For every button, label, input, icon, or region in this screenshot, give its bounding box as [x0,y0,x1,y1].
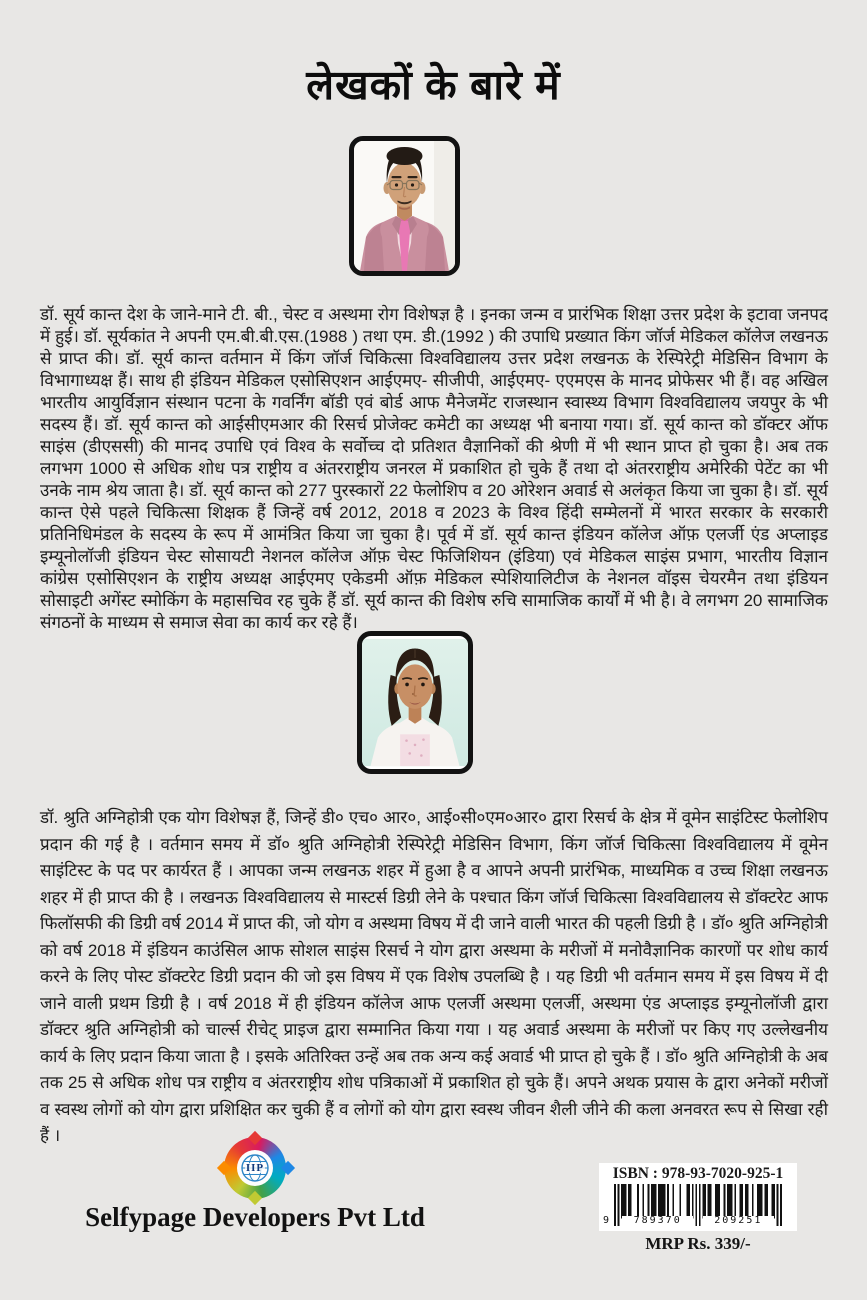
barcode-digit-group-2: 209251 [703,1216,774,1226]
author-bio-1: डॉ. सूर्य कान्त देश के जाने-माने टी. बी., चेस्ट व अस्थमा रोग विशेषज्ञ है । इनका जन्म व प्रारंभिक शिक्षा उत्तर प्रदेश के इटावा जनपद में हुई। डॉ. सूर्यकांत ने अपनी एम.बी.बी.एस.(1988 ) तथा एम. डी.(1992 ) की उपाधि प्रख्यात किंग जॉर्ज मेडिकल कॉलेज लखनऊ से प्राप्त की। डॉ. सूर्य कान्त वर्तमान में किंग जॉर्ज चिकित्सा विश्वविद्यालय उत्तर प्रदेश लखनऊ के रेस्पिरेट्री मेडिसिन विभाग के विभागाध्यक्ष हैं। साथ ही इंडियन मेडिकल एसोसिएशन आईएमए- सीजीपी, आईएमए- एएमएस के मानद प्रोफेसर भी हैं। वह अखिल भारतीय आयुर्विज्ञान संस्थान पटना के गवर्निंग बॉडी एवं बोर्ड आफ मैनेजमेंट राजस्थान स्वास्थ्य विभाग विश्वविद्यालय जयपुर के भी सदस्य हैं। डॉ. सूर्य कान्त को आईसीएमआर की रिसर्च प्रोजेक्ट कमेटी का अध्यक्ष भी बनाया गया। डॉ. सूर्य कान्त को डॉक्टर ऑफ साइंस (डीएससी) की मानद उपाधि एवं विश्व के सर्वोच्च दो प्रतिशत वैज्ञानिकों की श्रेणी में भी स्थान प्राप्त हो चुका है। अब तक लगभग 1000 से अधिक शोध पत्र राष्ट्रीय व अंतरराष्ट्रीय जनरल में प्रकाशित हो चुके हैं तथा दो अंतरराष्ट्रीय अमेरिकी पेटेंट का भी उनके नाम श्रेय जाता है। डॉ. सूर्य कान्त को 277 पुरस्कारों 22 फेलोशिप व 20 ओरेशन अवार्ड से अलंकृत किया जा चुका है। डॉ. सूर्य कान्त ऐसे पहले चिकित्सा शिक्षक हैं जिन्हें वर्ष 2012, 2018 व 2023 के विश्व हिंदी सम्मेलनों में भारत सरकार के सरकारी प्रतिनिधिमंडल के सदस्य के रूप में आमंत्रित किया जा चुका है। पूर्व में डॉ. सूर्य कान्त इंडियन कॉलेज ऑफ़ एलर्जी एंड अप्लाइड इम्यूनोलॉजी इंडियन चेस्ट सोसायटी नेशनल कॉलेज ऑफ़ चेस्ट फिजिशियन (इंडिया) एवं मेडिकल साइंस प्रभाग, भारतीय विज्ञान कांग्रेस एसोसिएशन के राष्ट्रीय अध्यक्ष आईएमए एकेडमी ऑफ़ मेडिकल स्पेशियालिटीज के नेशनल वॉइस चेयरमैन तथा इंडियन सोसाइटी अगेंस्ट स्मोकिंग के महासचिव रह चुके हैं डॉ. सूर्य कान्त की विशेष रुचि सामाजिक कार्यों में भी है। वे लगभग 20 सामाजिक संगठनों के माध्यम से समाज सेवा का कार्य कर रहे हैं। [40,305,828,632]
female-author-portrait-icon [362,636,468,769]
isbn-block [599,1163,797,1231]
barcode-digit-group-1: 789370 [622,1216,693,1226]
publisher-name: Selfypage Developers Pvt Ltd [85,1202,425,1232]
logo-monogram: IIP [245,1162,265,1174]
mrp-text: MRP Rs. 339/- [645,1234,751,1253]
isbn-barcode [603,1184,782,1226]
barcode-digit-left: 9 [603,1215,610,1226]
author-bio-2: डॉ. श्रुति अग्निहोत्री एक योग विशेषज्ञ हैं, जिन्हें डी० एच० आर०, आई०सी०एम०आर० द्वारा रिसर्च के क्षेत्र में वूमेन साइंटिस्ट फेलोशिप प्रदान की गई है । वर्तमान समय में डॉ० श्रुति अग्निहोत्री रेस्पिरेट्री मेडिसिन विभाग, किंग जॉर्ज चिकित्सा विश्वविद्यालय में वूमेन साइंटिस्ट के पद पर कार्यरत हैं । आपका जन्म लखनऊ शहर में हुआ है व आपने अपनी प्रारंभिक, माध्यमिक व उच्च शिक्षा लखनऊ शहर में ही प्राप्त की है । लखनऊ विश्वविद्यालय से मास्टर्स डिग्री लेने के पश्चात किंग जॉर्ज चिकित्सा विश्वविद्यालय से डॉक्टरेट आफ फिलॉसफी की डिग्री वर्ष 2014 में प्राप्त की, जो योग व अस्थमा विषय में दी जाने वाली भारत की पहली डिग्री है । डॉ० श्रुति अग्निहोत्री को वर्ष 2018 में इंडियन काउंसिल आफ सोशल साइंस रिसर्च ने योग द्वारा अस्थमा के मरीजों में मनोवैज्ञानिक कारणों पर शोध कार्य करने के लिए पोस्ट डॉक्टरेट डिग्री प्रदान की जो इस विषय में एक विशेष उपलब्धि है । यह डिग्री भी वर्तमान समय में इस विषय में दी जाने वाली प्रथम डिग्री है । वर्ष 2018 में ही इंडियन कॉलेज आफ एलर्जी अस्थमा एलर्जी, अस्थमा एंड अप्लाइड इम्यूनोलॉजी द्वारा डॉक्टर श्रुति अग्निहोत्री को चार्ल्स रीचेट् प्राइज द्वारा सम्मानित किया गया । यह अवार्ड अस्थमा के मरीजों पर किए गए उल्लेखनीय कार्य के लिए प्रदान किया जाता है । इसके अतिरिक्त उन्हें अब तक अन्य कई अवार्ड भी प्राप्त हो चुके हैं । डॉ० श्रुति अग्निहोत्री के अब तक 25 से अधिक शोध पत्र राष्ट्रीय व अंतरराष्ट्रीय शोध पत्रिकाओं में प्रकाशित हो चुके हैं। अपने अथक प्रयास के द्वारा अनेकों मरीजों व स्वस्थ लोगों को योग द्वारा प्रशिक्षित कर चुकी हैं व लोगों को योग द्वारा स्वस्थ जीवन शैली जीने की कला अनवरत रूप से सिखा रही हैं । [40,808,828,1145]
male-author-portrait-icon [354,141,455,271]
author-photo-1 [349,136,460,276]
isbn-text: ISBN : 978-93-7020-925-1 [612,1165,784,1182]
publisher-logo [221,1136,289,1200]
author-photo-2 [357,631,473,774]
logo-globe [237,1150,273,1186]
page-title: लेखकों के बारे में [306,62,561,108]
